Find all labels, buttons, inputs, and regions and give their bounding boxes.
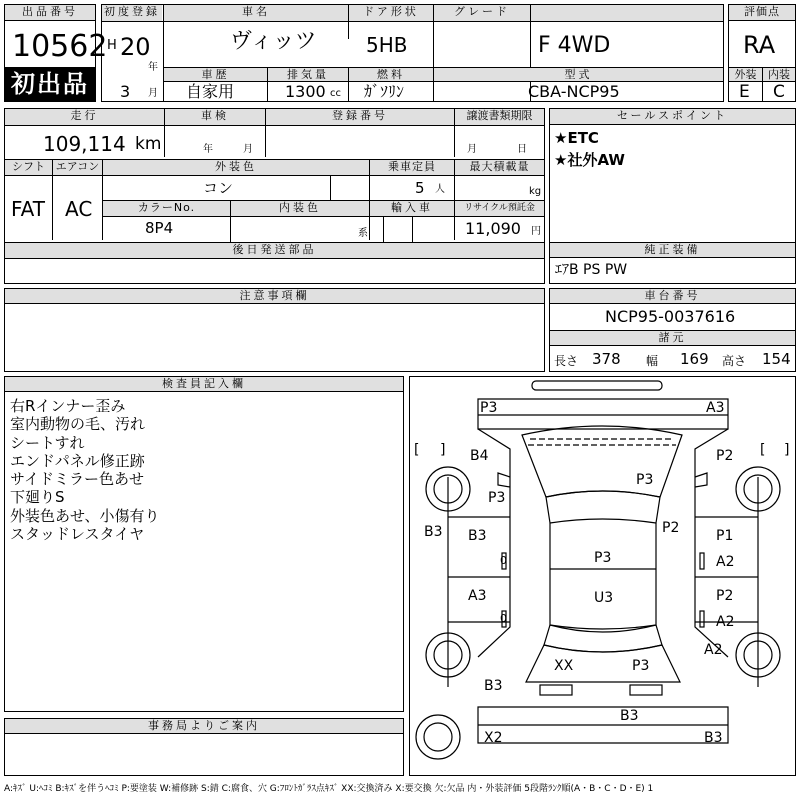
recycle-label: リサイクル預託金 [455, 201, 544, 216]
sales-point-box [549, 108, 796, 284]
door-handle [700, 553, 704, 569]
right-mirror [695, 473, 707, 487]
damage-mark: A3 [468, 588, 487, 604]
load-unit: kg [529, 186, 542, 197]
caution-label: 注意事項欄 [5, 289, 544, 304]
length: 378 [592, 350, 621, 368]
spare-wheel [416, 715, 460, 759]
sales-point-2: ★社外AW [554, 151, 625, 169]
damage-mark: B3 [424, 524, 443, 540]
inspection-label: 車検 [165, 109, 265, 125]
inspector-note: 外装色あせ、小傷有り [10, 506, 160, 525]
door-type: 5HB [366, 33, 408, 57]
score: RA [743, 31, 776, 59]
displacement: 1300 [285, 82, 326, 101]
inspector-note: スタッドレスタイヤ [10, 525, 145, 544]
history-label: 車歴 [164, 68, 267, 81]
cc-unit: cc [330, 88, 341, 99]
air-conditioner: AC [65, 197, 93, 221]
exterior-grade: E [739, 82, 750, 102]
score-box [728, 4, 796, 102]
ac-label: エアコン [53, 160, 102, 175]
inspector-note: 右Rインナー歪み [10, 397, 126, 415]
inspection-month-unit: 月 [243, 144, 253, 155]
score-label: 評価点 [729, 5, 795, 21]
roof-outline [550, 523, 656, 629]
first-listing-badge: 初出品 [5, 67, 95, 101]
grade: F 4WD [538, 33, 611, 58]
exterior-color: コン [203, 179, 234, 197]
mileage: 109,114 [43, 132, 126, 156]
capacity: 5 [415, 179, 425, 197]
damage-mark: X2 [484, 730, 503, 746]
info-table [4, 108, 545, 284]
model-label: 型式 [434, 68, 723, 81]
inspector-note: 室内動物の毛、汚れ [10, 415, 146, 434]
mileage-label: 走行 [5, 109, 164, 125]
damage-mark: P3 [594, 550, 612, 566]
equipment: ｴｱB PS PW [555, 262, 628, 278]
exterior-label: 外装 [729, 68, 762, 81]
length-label: 長さ [554, 354, 579, 368]
car-history: 自家用 [186, 82, 235, 101]
sales-point-label: セールスポイント [550, 109, 795, 125]
damage-mark: P1 [716, 528, 734, 544]
inspection-year-unit: 年 [203, 144, 213, 155]
damage-mark: A3 [706, 400, 725, 416]
bracket-mark: ] [784, 442, 790, 458]
lot-number-label: 出品番号 [5, 5, 95, 21]
shift: FAT [11, 197, 46, 221]
damage-mark: P2 [716, 588, 734, 604]
lot-number: 10562 [12, 29, 108, 64]
damage-mark: 0 [500, 554, 507, 567]
windshield-outline [546, 491, 660, 523]
bracket-mark: ] [440, 442, 446, 458]
rear-lamp-right [630, 685, 662, 695]
car-name-label: 車名 [164, 5, 348, 21]
import-label: 輸入車 [370, 201, 454, 216]
caution-box [4, 288, 545, 372]
damage-mark: P3 [480, 400, 498, 416]
lot-number-box [4, 4, 108, 102]
inspector-box [4, 376, 404, 712]
displacement-label: 排気量 [268, 68, 348, 81]
chassis-label: 車台番号 [550, 289, 795, 304]
car-damage-diagram [410, 377, 795, 775]
fuel: ｶﾞｿﾘﾝ [364, 82, 405, 101]
recycle-fee: 11,090 [465, 219, 521, 238]
damage-mark: B4 [470, 448, 489, 464]
equipment-label: 純正装備 [550, 243, 795, 258]
door-handle [700, 611, 704, 627]
damage-mark: A2 [716, 554, 735, 570]
year-unit: 年 [148, 62, 158, 73]
damage-mark: P3 [636, 472, 654, 488]
height: 154 [762, 350, 791, 368]
front-area-outline [478, 399, 728, 429]
yen-unit: 円 [531, 226, 541, 237]
later-parts-label: 後日発送部品 [5, 243, 544, 258]
era: H [107, 38, 117, 53]
interior-color-unit: 系 [358, 228, 368, 239]
exterior-color-label: 外装色 [103, 160, 369, 175]
inspector-notes [10, 397, 160, 543]
month-unit: 月 [148, 88, 158, 99]
plate-label: 登録番号 [266, 109, 454, 125]
inspector-note: サイドミラー色あせ [10, 470, 144, 489]
shift-label: シフト [5, 160, 52, 175]
damage-mark: B3 [620, 708, 639, 724]
bracket-mark: [ [414, 442, 420, 458]
capacity-unit: 人 [435, 184, 445, 195]
chassis-number: NCP95-0037616 [605, 307, 736, 326]
transfer-doc-label: 譲渡書類期限 [455, 109, 544, 125]
grade-label-wide [531, 5, 723, 21]
hood-outline [522, 426, 682, 497]
inspector-note: シートすれ [10, 433, 85, 452]
damage-mark: B3 [484, 678, 503, 694]
inspector-note: エンドパネル修正跡 [10, 451, 145, 470]
door-type-label: ドア形状 [349, 5, 433, 21]
grade-label: グレード [434, 5, 530, 21]
fuel-label: 燃料 [349, 68, 433, 81]
damage-mark: P2 [716, 448, 734, 464]
damage-mark: P2 [662, 520, 680, 536]
damage-mark: A2 [716, 614, 735, 630]
chassis-box [549, 288, 796, 372]
color-number: 8P4 [145, 219, 174, 237]
first-registration-label: 初度登録 [102, 5, 162, 21]
interior-color-label: 内装色 [231, 201, 369, 216]
sales-point-1: ★ETC [554, 129, 599, 147]
width-label: 幅 [646, 354, 659, 368]
hatch-outline [526, 645, 680, 682]
damage-mark: A2 [704, 642, 723, 658]
left-mirror [498, 473, 510, 487]
inspector-label: 検査員記入欄 [5, 377, 403, 392]
max-load-label: 最大積載量 [455, 160, 544, 175]
color-number-label: カラーNo. [103, 201, 230, 216]
front-bumper-outline [532, 381, 662, 390]
office-box [4, 718, 404, 776]
rear-lamp-left [540, 685, 572, 695]
registration-month: 3 [120, 82, 131, 101]
mileage-unit: km [135, 134, 162, 154]
specs-label: 諸元 [550, 331, 795, 346]
capacity-label: 乗車定員 [370, 160, 454, 175]
damage-legend: A:ｷｽﾞ U:ﾍｺﾐ B:ｷｽﾞを伴うﾍｺﾐ P:要塗装 W:補修跡 S:錆 C:腐食、穴 G:ﾌﾛﾝﾄｶﾞﾗｽ点ｷｽﾞ XX:交換済み X:要交換 欠:欠品 内・外装評価 5段階ﾗﾝｸ順(A・B・C・D・E) 1 [4, 784, 654, 794]
transfer-day-unit: 日 [517, 144, 527, 155]
interior-label: 内装 [763, 68, 795, 81]
car-name: ヴィッツ [230, 29, 317, 54]
damage-mark: B3 [468, 528, 487, 544]
interior-grade: C [773, 82, 785, 102]
registration-year: 20 [120, 33, 151, 61]
transfer-month-unit: 月 [467, 144, 477, 155]
height-label: 高さ [722, 354, 747, 368]
damage-mark: U3 [594, 590, 614, 606]
damage-mark: 0 [500, 612, 507, 625]
model-code: CBA-NCP95 [528, 82, 620, 101]
damage-mark: P3 [488, 490, 506, 506]
office-label: 事務局よりご案内 [5, 719, 403, 734]
width: 169 [680, 350, 709, 368]
damage-diagram-box [409, 376, 796, 776]
damage-mark: B3 [704, 730, 723, 746]
damage-mark: XX [554, 658, 574, 674]
inspector-note: 下廻りS [10, 488, 65, 507]
damage-mark: P3 [632, 658, 650, 674]
bracket-mark: [ [760, 442, 766, 458]
vehicle-header-table [101, 4, 724, 102]
